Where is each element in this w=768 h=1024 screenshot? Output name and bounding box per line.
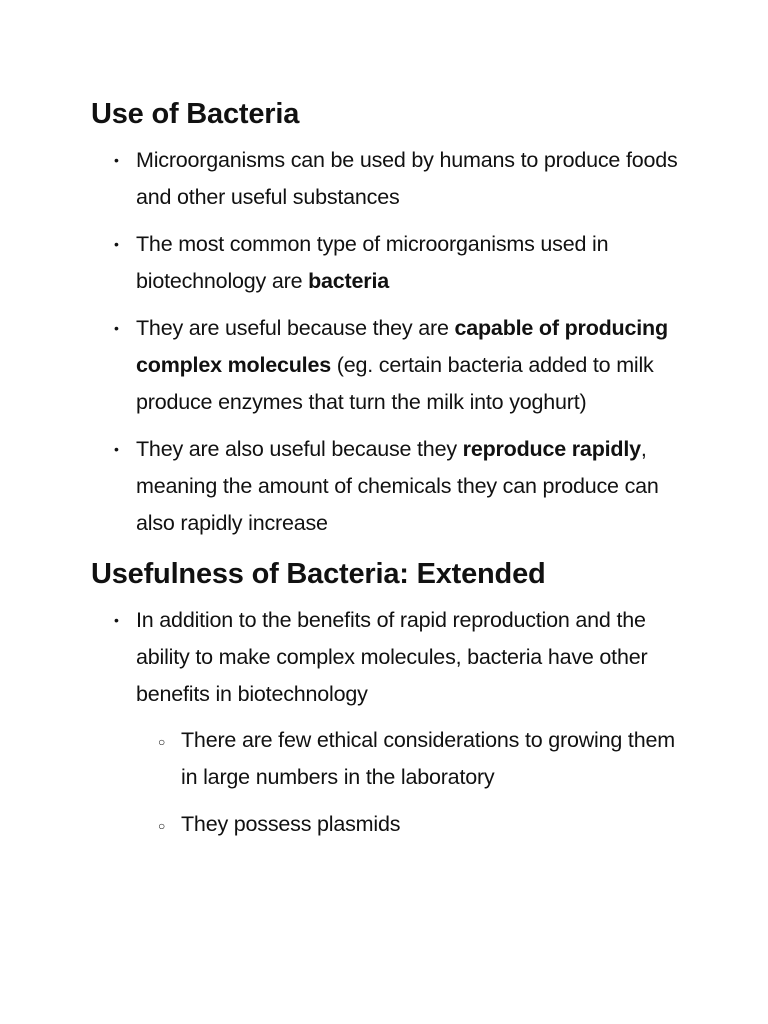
list-item <box>91 602 691 843</box>
list-item-bold-text: capable of producing complex molecules <box>136 316 668 377</box>
sub-list-item-text: There are few ethical considerations to growing them in large numbers in the laboratory <box>181 728 675 789</box>
list-item <box>91 310 691 421</box>
sub-list-item <box>136 722 691 796</box>
list-item-text: Microorganisms can be used by humans to produce foods and other useful substances <box>136 148 678 209</box>
bullet-icon: • <box>114 152 119 168</box>
sub-list-item-text: They possess plasmids <box>181 812 401 836</box>
hollow-circle-bullet-icon: ○ <box>158 819 166 833</box>
list-item-bold-text: bacteria <box>308 269 389 293</box>
section-heading-usefulness-extended: Usefulness of Bacteria: Extended <box>91 558 546 590</box>
list-item-text: The most common type of microorganisms used in biotechnology are <box>136 232 609 293</box>
bullet-icon: • <box>114 236 119 252</box>
list-item <box>91 142 691 216</box>
usefulness-extended-list <box>91 602 691 843</box>
section-heading-use-of-bacteria: Use of Bacteria <box>91 98 300 130</box>
list-item-text: They are also useful because they <box>136 437 463 461</box>
list-item-text: They are useful because they are <box>136 316 455 340</box>
use-of-bacteria-list <box>91 142 691 542</box>
list-item-text-continued: (eg. certain bacteria added to milk produce enzymes that turn the milk into yoghurt) <box>136 353 654 414</box>
sub-list-item <box>136 806 691 843</box>
list-item-text: In addition to the benefits of rapid reproduction and the ability to make complex molecules, bacteria have other benefits in biotechnology <box>136 608 648 706</box>
document-page <box>91 92 691 853</box>
list-item-bold-text: reproduce rapidly <box>462 437 641 461</box>
hollow-circle-bullet-icon: ○ <box>158 735 166 749</box>
bullet-icon: • <box>114 320 119 336</box>
list-item <box>91 226 691 300</box>
list-item <box>91 431 691 542</box>
sub-list <box>136 722 691 843</box>
list-item-text-continued: , meaning the amount of chemicals they can produce can also rapidly increase <box>136 437 659 535</box>
bullet-icon: • <box>114 441 119 457</box>
bullet-icon: • <box>114 612 119 628</box>
